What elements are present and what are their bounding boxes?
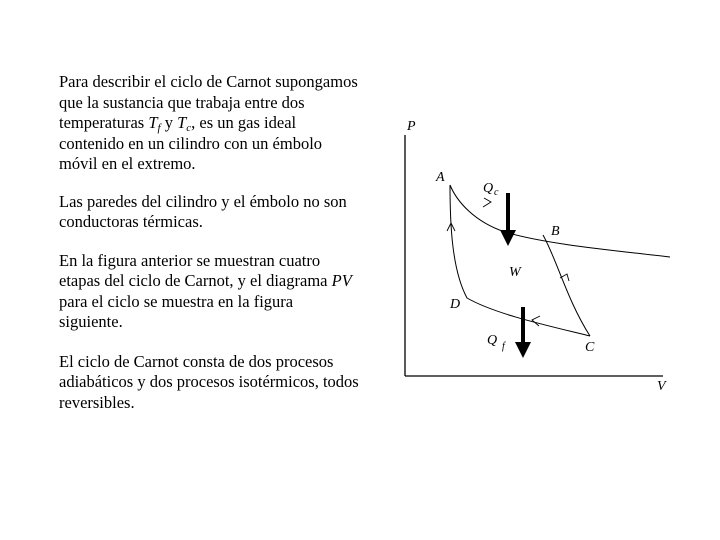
qc-subscript: c [494, 187, 499, 198]
qc-label: Q [483, 181, 494, 196]
point-a-label: A [436, 170, 445, 185]
arrow-left-icon [532, 316, 540, 326]
intro-text-and: y [160, 113, 178, 132]
v-axis-label: V [657, 379, 666, 394]
point-b-label: B [551, 224, 560, 239]
paragraph-stages [59, 251, 359, 333]
qf-label: Q [487, 333, 498, 348]
arrow-down-icon [560, 274, 569, 281]
paragraph-processes: El ciclo de Carnot consta de dos procesos adiabáticos y dos procesos isotérmicos, todos reversibles. [59, 351, 359, 412]
adiabat-curve [543, 235, 590, 336]
stages-text-start: En la figura anterior se muestran cuatro etapas del ciclo de Carnot, y el diagrama [59, 250, 332, 290]
stages-text-end: para el ciclo se muestra en la figura siguiente. [59, 291, 294, 331]
tc-subscript: c [186, 122, 192, 134]
text-column [59, 72, 359, 413]
tc-symbol: T [177, 113, 187, 132]
pv-term: PV [331, 271, 352, 290]
isotherm-cold-curve [450, 185, 590, 336]
point-d-label: D [450, 297, 461, 312]
qf-subscript: f [502, 341, 505, 352]
p-axis-label: P [407, 119, 416, 134]
arrow-right-icon [483, 198, 491, 207]
intro-text-end: , es un gas ideal contenido en un cilindro con un émbolo móvil en el extremo. [59, 113, 323, 173]
work-label: W [509, 265, 521, 280]
paragraph-carnot-intro [59, 72, 359, 175]
intro-text-start: Para describir el ciclo de Carnot supongamos que la sustancia que trabaja entre dos temperaturas [59, 72, 358, 132]
tf-subscript: f [157, 122, 161, 134]
point-c-label: C [585, 340, 595, 355]
carnot-pv-diagram [395, 110, 680, 400]
paragraph-walls: Las paredes del cilindro y el émbolo no son conductoras térmicas. [59, 191, 347, 231]
tf-symbol: T [148, 113, 158, 132]
